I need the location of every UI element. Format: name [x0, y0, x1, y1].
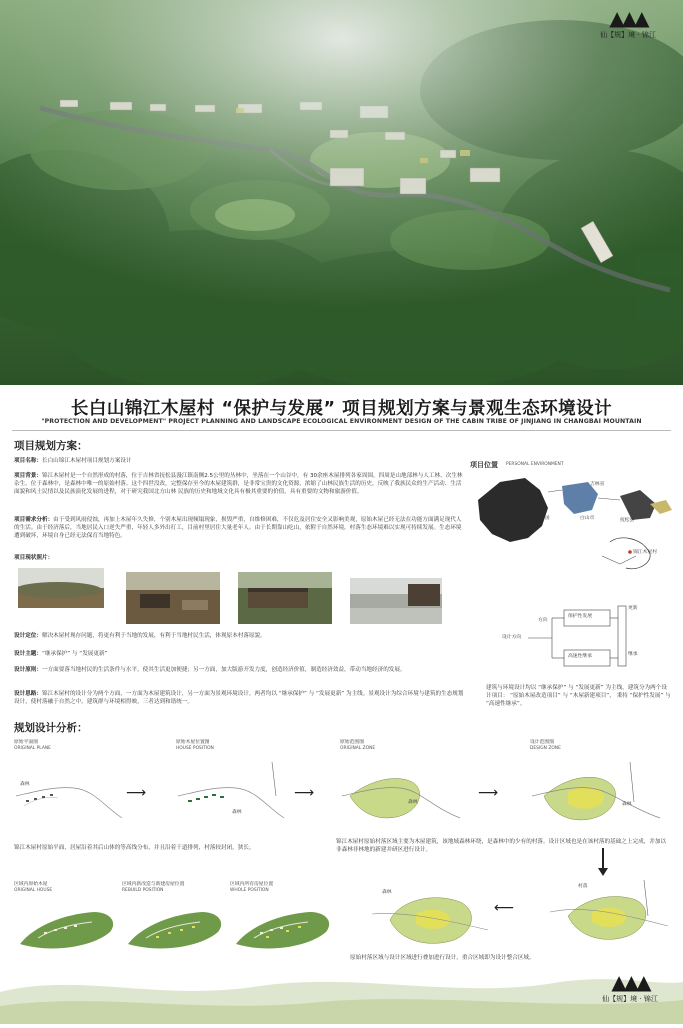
location-map-illustration	[470, 460, 675, 580]
project-need-label: 项目需求分析：	[14, 517, 54, 523]
stage-original-zone-en: ORIGINAL ZONE	[340, 746, 376, 751]
stage-rebuild-position	[122, 882, 232, 962]
project-background	[14, 472, 464, 497]
flow-arrow-down	[598, 848, 608, 876]
stage-original-plane-map	[14, 756, 124, 836]
site-photo-2-image	[126, 572, 220, 624]
stage-whole-position-map	[230, 896, 340, 958]
design-position-label: 设计定位：	[14, 633, 42, 639]
site-photo-4-image	[350, 578, 442, 624]
design-direction-right-top: 更新	[628, 606, 638, 611]
stage-original-house	[14, 882, 124, 962]
project-need-text: 由于受到风雨侵蚀，再加上木屋年久失修，个别木屋出现倾塌现象，损毁严重，自维修困难，不仅危及居住安全又影响美观，原始木屋已经无法在功能方面满足现代人的生活。由于经济落后，当地居民入口逆失严重，年轻人多外出打工，目前村里居住大量老年人。由于长期靠山吃山，依附于自然环境，村落生态环境难以实现可持续发展。生态环境遭到破坏，环境自身已经无法保育当地特色。	[14, 517, 462, 540]
location-village-label: 锦江木屋村	[633, 550, 657, 555]
design-position-text: 解决木屋村现存问题，将更有利于当地的发展，有利于当地村民生活，体现原本村落原貌。	[41, 633, 266, 639]
stage-design-zone-forest-label: 森林	[622, 802, 632, 807]
stage-rebuild-position-en: REBUILD POSITION	[122, 888, 164, 893]
stage-house-position-map	[176, 756, 286, 836]
brand-logo-top	[588, 8, 668, 40]
design-theme-text: “继承保护” 与 “发展更新”	[41, 651, 108, 657]
stage-house-position-en: HOUSE POSITION	[176, 746, 214, 751]
design-direction-diagram	[500, 600, 650, 670]
location-design-note: 建筑与环境设计均以 “继承保护” 与 “发展更新” 为主线，建筑分为两个设计项目： “原始木屋改造项目” 与 “木屋新建项目”， 秉持 “保护性发展” 与 “高速性继承”。	[486, 685, 671, 708]
stage-original-plane-en: ORIGINAL PLANE	[14, 746, 51, 751]
stage-design-zone-cn: 设计范围图	[530, 740, 554, 745]
mountain-logo-icon: ▲▲▲	[609, 6, 647, 30]
caption-overlay: 原始村落区域与设计区域进行叠加进行设计，重合区域即为设计整合区域。	[350, 955, 535, 961]
stage-original-zone-map	[340, 756, 470, 836]
title-divider	[12, 430, 671, 431]
site-photo-1	[18, 568, 104, 612]
project-background-text: 锦江木屋村是一个自然形成的村落，位于吉林省抚松县漫江镇南侧2.5公里的丛林中，坐落在一个山谷中，有 30余座木屋排列各家周围，四周是山地部林与人工林、次生林杂生。位于森林中，是森林中唯一的原始村落。这个四世没改，完整保存至今的木屋建筑群，是非常宝贵的文化资源，浓缩了山林民族生活的历史，反映了我族民众的生产活动、生活面貌和风土民情以及民族演化发展的进程，对于研究我国北方山林 民族的历史和地域文化具有极其重要的价值，具有重要的文物和旅游价值。	[14, 473, 463, 496]
stage-design-zone-en: DESIGN ZONE	[530, 746, 561, 751]
flow-arrow-3: ⟶	[478, 785, 499, 801]
stage-rebuild-position-map	[122, 896, 232, 958]
project-name-value: 长白山锦江木屋村项目规划方案设计	[41, 458, 132, 464]
overlay-forest-label: 森林	[382, 890, 392, 895]
section-analysis-heading: 规划设计分析：	[14, 722, 88, 734]
bottom-decorative-band	[0, 962, 683, 1024]
design-theme-label: 设计主题：	[14, 651, 42, 657]
stage-original-plane	[14, 740, 124, 840]
stage-original-plane-cn: 原始平面图	[14, 740, 38, 745]
stage-original-house-en: ORIGINAL HOUSE	[14, 888, 53, 893]
flow-arrow-left: ⟵	[494, 900, 515, 916]
design-direction-right-bottom: 继承	[628, 652, 638, 657]
final-village-label: 村落	[578, 884, 588, 889]
stage-original-house-cn: 区域内原始木屋	[14, 882, 48, 887]
stage-whole-position	[230, 882, 340, 962]
stage-final-zone-map	[548, 876, 673, 956]
caption-zone: 锦江木屋村原始村落区域主要为木屋建筑，该地域森林环绕，是森林中的少有的村落。设计区域也是在该村落的基础之上完成，并加以非森林非林地的新建并研区进行设计。	[336, 839, 667, 854]
caption-original-plane: 锦江木屋村原始平面，居屋沿着其后山体的等高线分布，并且沿着干道排列，村落较封闭，狭长。	[14, 845, 255, 851]
stage-original-plane-forest-label: 森林	[20, 782, 30, 787]
design-position	[14, 632, 464, 640]
design-direction-left: 设计方向	[502, 635, 522, 640]
stage-design-zone-map	[530, 756, 670, 836]
site-photo-1-image	[18, 568, 104, 608]
location-fusong-label: 抚松县	[620, 518, 635, 523]
location-label: 项目位置	[470, 461, 498, 469]
stage-overlay-zone	[370, 884, 490, 954]
flow-arrow-1: ⟶	[126, 785, 147, 801]
design-principle-text: 一方面要落当地村民的生活条件与水平，使其生活更加便捷；另一方面，加大版游开发力度，创造经济价值，制造经济效益，带动当地经济的发展。	[41, 667, 406, 673]
location-china-label: 中国	[540, 516, 550, 521]
project-name-row	[14, 457, 454, 465]
site-photo-3-image	[238, 572, 332, 624]
aerial-forest-illustration	[0, 0, 683, 385]
stage-house-position-cn: 原始木屋位置图	[176, 740, 210, 745]
stage-design-zone	[530, 740, 670, 840]
stage-original-zone-forest-label: 森林	[408, 800, 418, 805]
stage-house-position-forest-label: 森林	[232, 810, 242, 815]
design-principle	[14, 666, 464, 674]
page-title: 长白山锦江木屋村 “保护与发展” 项目规划方案与景观生态环境设计	[70, 399, 613, 419]
aerial-rendering	[0, 0, 683, 385]
stage-final-zone	[548, 876, 673, 956]
design-idea-label: 设计思路：	[14, 691, 42, 697]
location-map	[470, 460, 675, 580]
design-direction-top: 保护性发展	[568, 614, 592, 619]
design-principle-label: 设计原则：	[14, 667, 42, 673]
location-jilin-label: 吉林省	[590, 482, 605, 487]
design-idea	[14, 690, 464, 706]
location-baishan-label: 白山市	[580, 516, 595, 521]
design-idea-text: 锦江木屋村的设计分为两个方面，一方面为木屋建筑设计，另一方面为景观环境设计，两者均以 “继承保护” 与 “发展更新” 为主线。景观设计为综合环境与建筑的生态规划设计，使村落融于自然之中，建筑群与环境相得映，三者达到和谐统一。	[14, 691, 464, 706]
site-photo-2	[126, 572, 220, 628]
project-background-label: 项目背景：	[14, 473, 42, 479]
photos-label: 项目现状照片：	[14, 555, 54, 561]
brand-logo-text: 仙【规】境 · 锦江	[600, 31, 656, 39]
site-photo-3	[238, 572, 332, 628]
design-direction-mid: 方向	[538, 618, 548, 623]
project-name-label: 项目名称：	[14, 458, 42, 464]
design-direction-bottom: 高速性继承	[568, 654, 592, 659]
mountain-logo-bottom-icon: ▲▲▲	[611, 970, 649, 994]
page-subtitle-en: "PROTECTION AND DEVELOPMENT" PROJECT PLANNING AND LANDSCAPE ECOLOGICAL ENVIRONMENT DESIGN OF THE CABIN TRIBE OF JINJIANG IN CHANGBAI MOUNTAIN	[41, 418, 642, 425]
flow-arrow-2: ⟶	[294, 785, 315, 801]
brand-logo-bottom-text: 仙【规】境 · 锦江	[602, 995, 658, 1003]
section-plan-heading: 项目规划方案：	[14, 440, 88, 452]
stage-house-position	[176, 740, 286, 840]
stage-original-zone	[340, 740, 470, 840]
stage-original-zone-cn: 原始范围图	[340, 740, 364, 745]
bottom-landscape-illustration	[0, 962, 683, 1024]
location-legend: PERSONAL ENVIRONMENT	[506, 462, 564, 467]
project-need-analysis	[14, 516, 464, 541]
brand-logo-bottom	[590, 972, 670, 1004]
stage-original-house-map	[14, 896, 124, 958]
arrow-down-icon	[598, 848, 608, 876]
stage-whole-position-cn: 区域内所有房屋位置	[230, 882, 274, 887]
site-photo-4	[350, 578, 442, 628]
stage-rebuild-position-cn: 区域内新改造与新建房屋位置	[122, 882, 185, 887]
design-theme	[14, 650, 464, 658]
stage-whole-position-en: WHOLE POSITION	[230, 888, 269, 893]
